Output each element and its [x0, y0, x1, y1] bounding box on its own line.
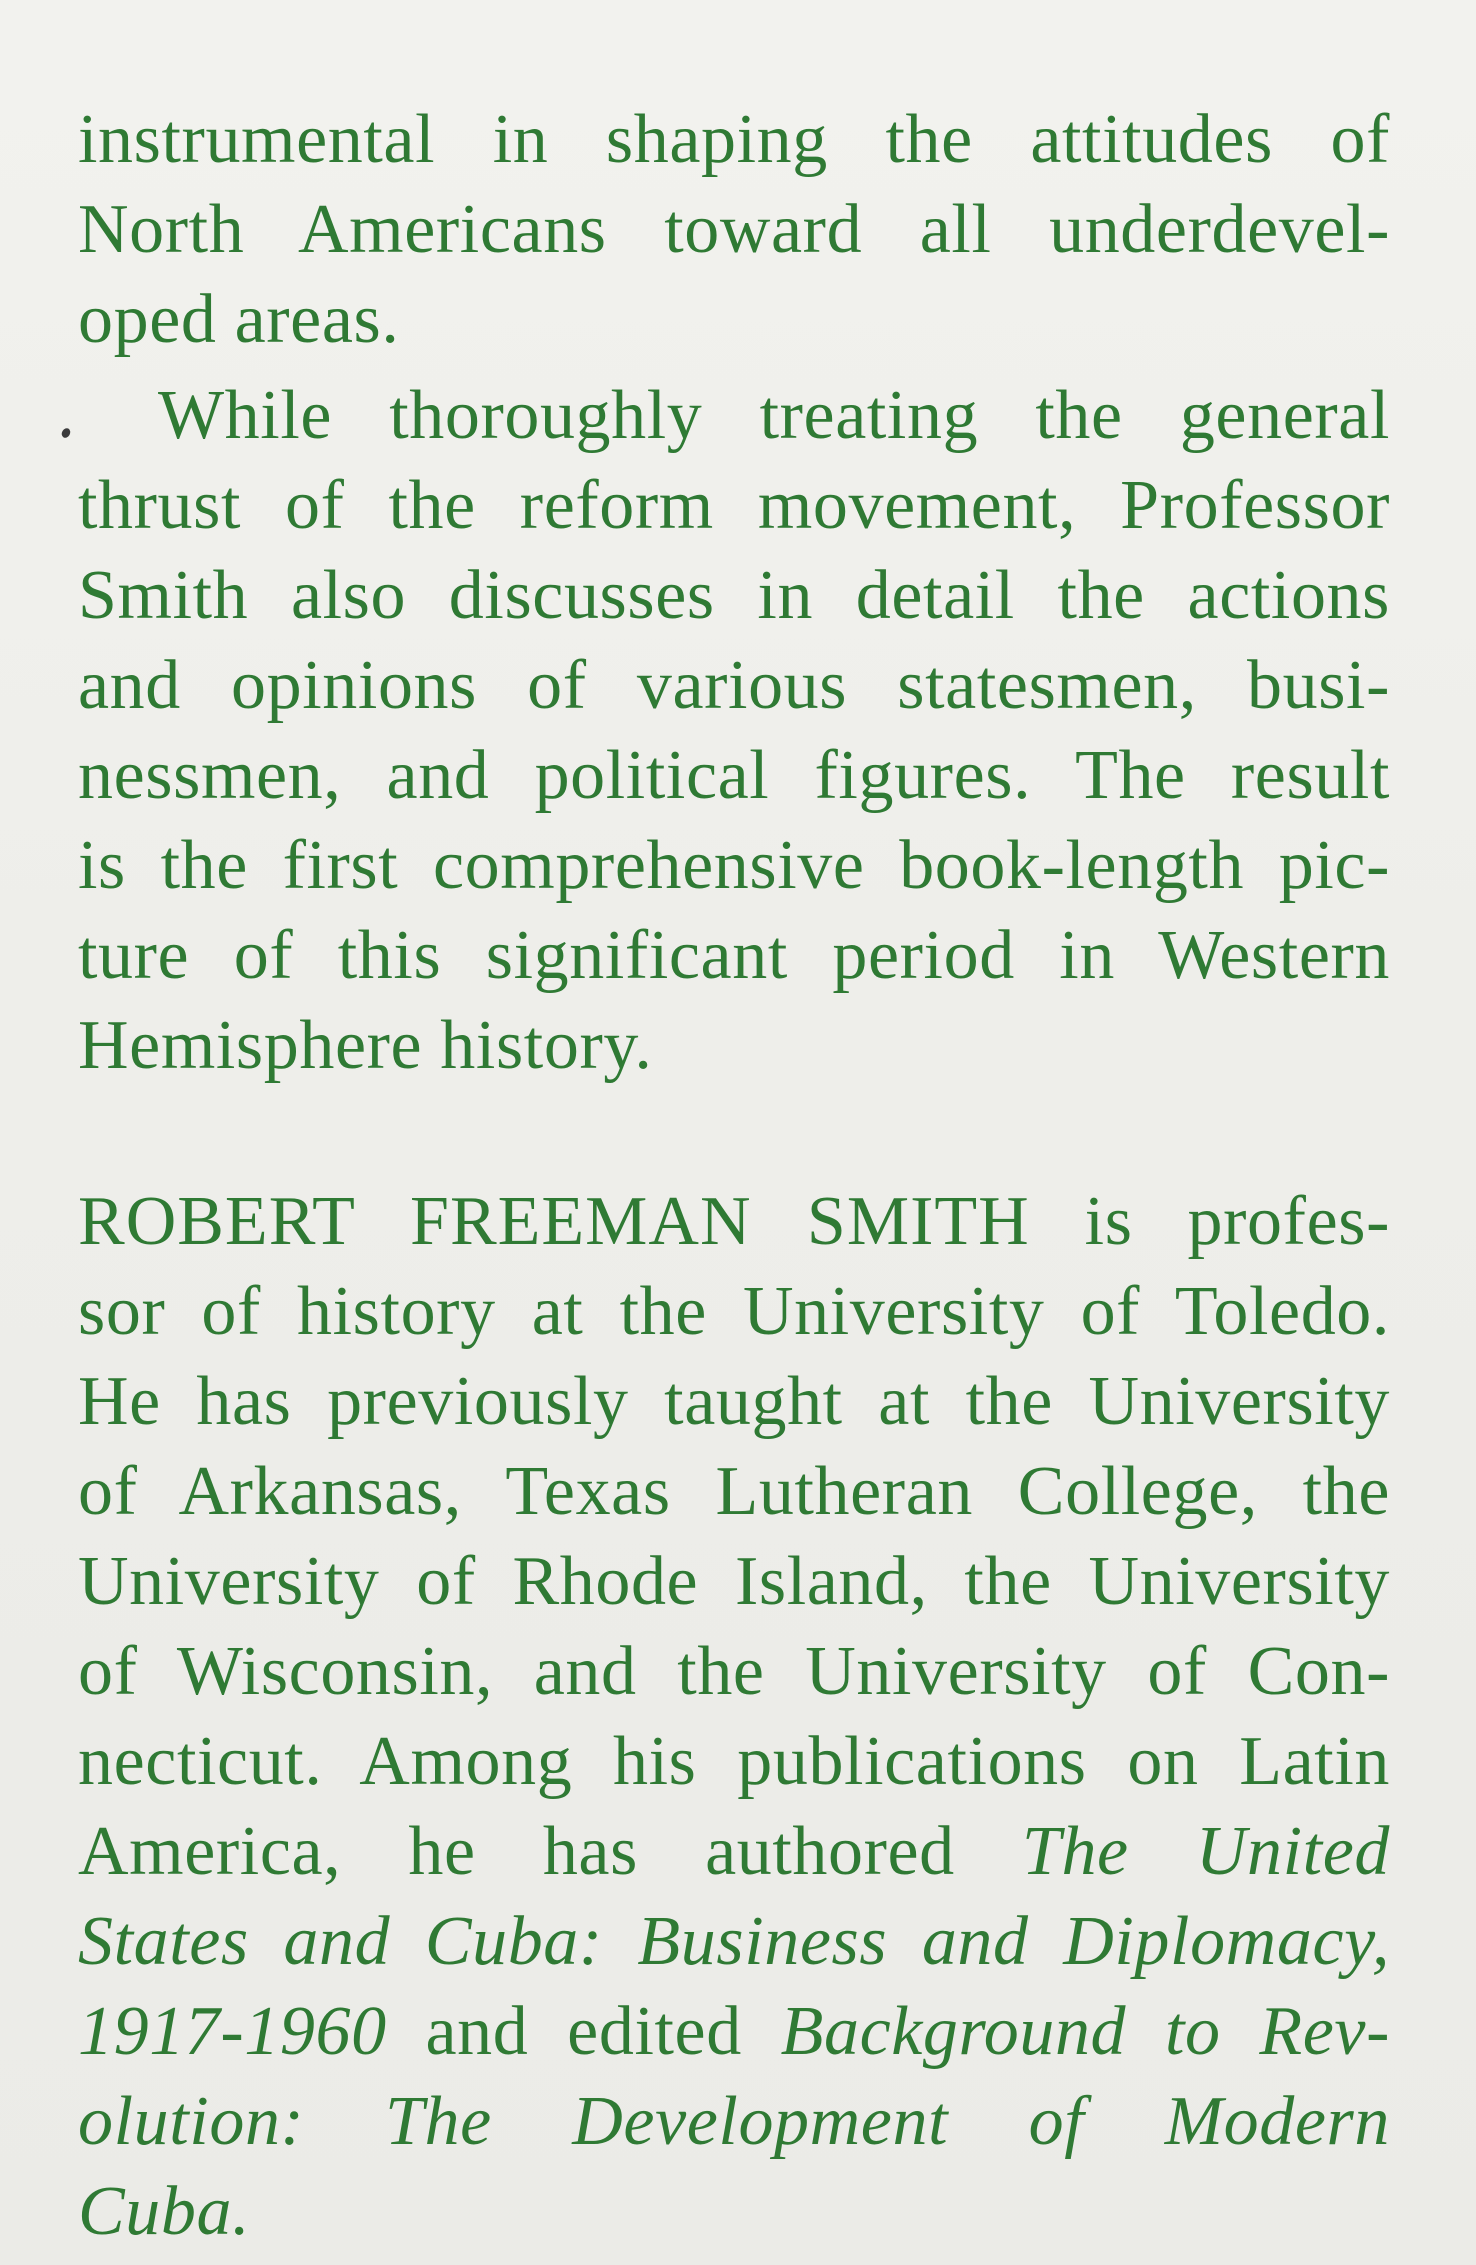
- author-bio-line-8-plain: America, he has authored: [78, 1813, 1022, 1890]
- author-bio-line-5: University of Rhode Island, the University: [78, 1543, 1390, 1620]
- book-title-1-part-2: States and Cuba: Business and Diplomacy,: [78, 1903, 1390, 1980]
- paragraph-2: [78, 371, 1406, 1091]
- paragraph-2-line-4: and opinions of various statesmen, busi-: [78, 647, 1390, 724]
- paragraph-2-line-3: Smith also discusses in detail the actions: [78, 557, 1390, 634]
- author-bio-line-1: [78, 1177, 1390, 1267]
- author-bio-line-7: necticut. Among his publications on Latin: [78, 1723, 1390, 1800]
- author-bio-line-10-plain: and edited: [386, 1993, 781, 2070]
- paragraph-1-line-3: oped areas.: [78, 281, 400, 358]
- author-bio-line-2: sor of history at the University of Toledo.: [78, 1273, 1390, 1350]
- book-title-1-part-1: The United: [1021, 1813, 1390, 1890]
- paragraph-2-line-2: thrust of the reform movement, Professor: [78, 467, 1390, 544]
- paragraph-2-line-5: nessmen, and political figures. The result: [78, 737, 1390, 814]
- author-bio-line-3: He has previously taught at the University: [78, 1363, 1390, 1440]
- book-title-1-part-3: 1917-1960: [78, 1993, 387, 2070]
- author-name: ROBERT FREEMAN SMITH: [78, 1183, 1030, 1260]
- section-gap: [78, 1091, 1406, 1177]
- ink-speck: [60, 427, 72, 440]
- author-bio-line-6: of Wisconsin, and the University of Con-: [78, 1633, 1390, 1710]
- author-bio-line-4: of Arkansas, Texas Lutheran College, the: [78, 1453, 1390, 1530]
- paragraph-2-line-8: Hemisphere history.: [78, 1007, 653, 1084]
- paragraph-1-line-1: instrumental in shaping the attitudes of: [78, 101, 1390, 178]
- paragraph-1-line-2: North Americans toward all underdevel-: [78, 191, 1390, 268]
- book-title-2-part-2: olution: The Development of Modern: [78, 2083, 1390, 2160]
- paragraph-2-line-7: ture of this significant period in Western: [78, 917, 1390, 994]
- paragraph-2-line-6: is the first comprehensive book-length pic-: [78, 827, 1390, 904]
- paragraph-2-line-1: While thoroughly treating the general: [158, 377, 1390, 454]
- author-bio: [78, 1177, 1406, 2257]
- book-title-2-part-3: Cuba.: [78, 2173, 251, 2250]
- author-bio-line-8: [78, 1807, 1390, 1897]
- paragraph-1: [78, 95, 1406, 365]
- author-bio-line-1-rest: is profes-: [1029, 1183, 1390, 1260]
- author-bio-line-10: [78, 1987, 1390, 2077]
- book-title-2-part-1: Background to Rev-: [780, 1993, 1390, 2070]
